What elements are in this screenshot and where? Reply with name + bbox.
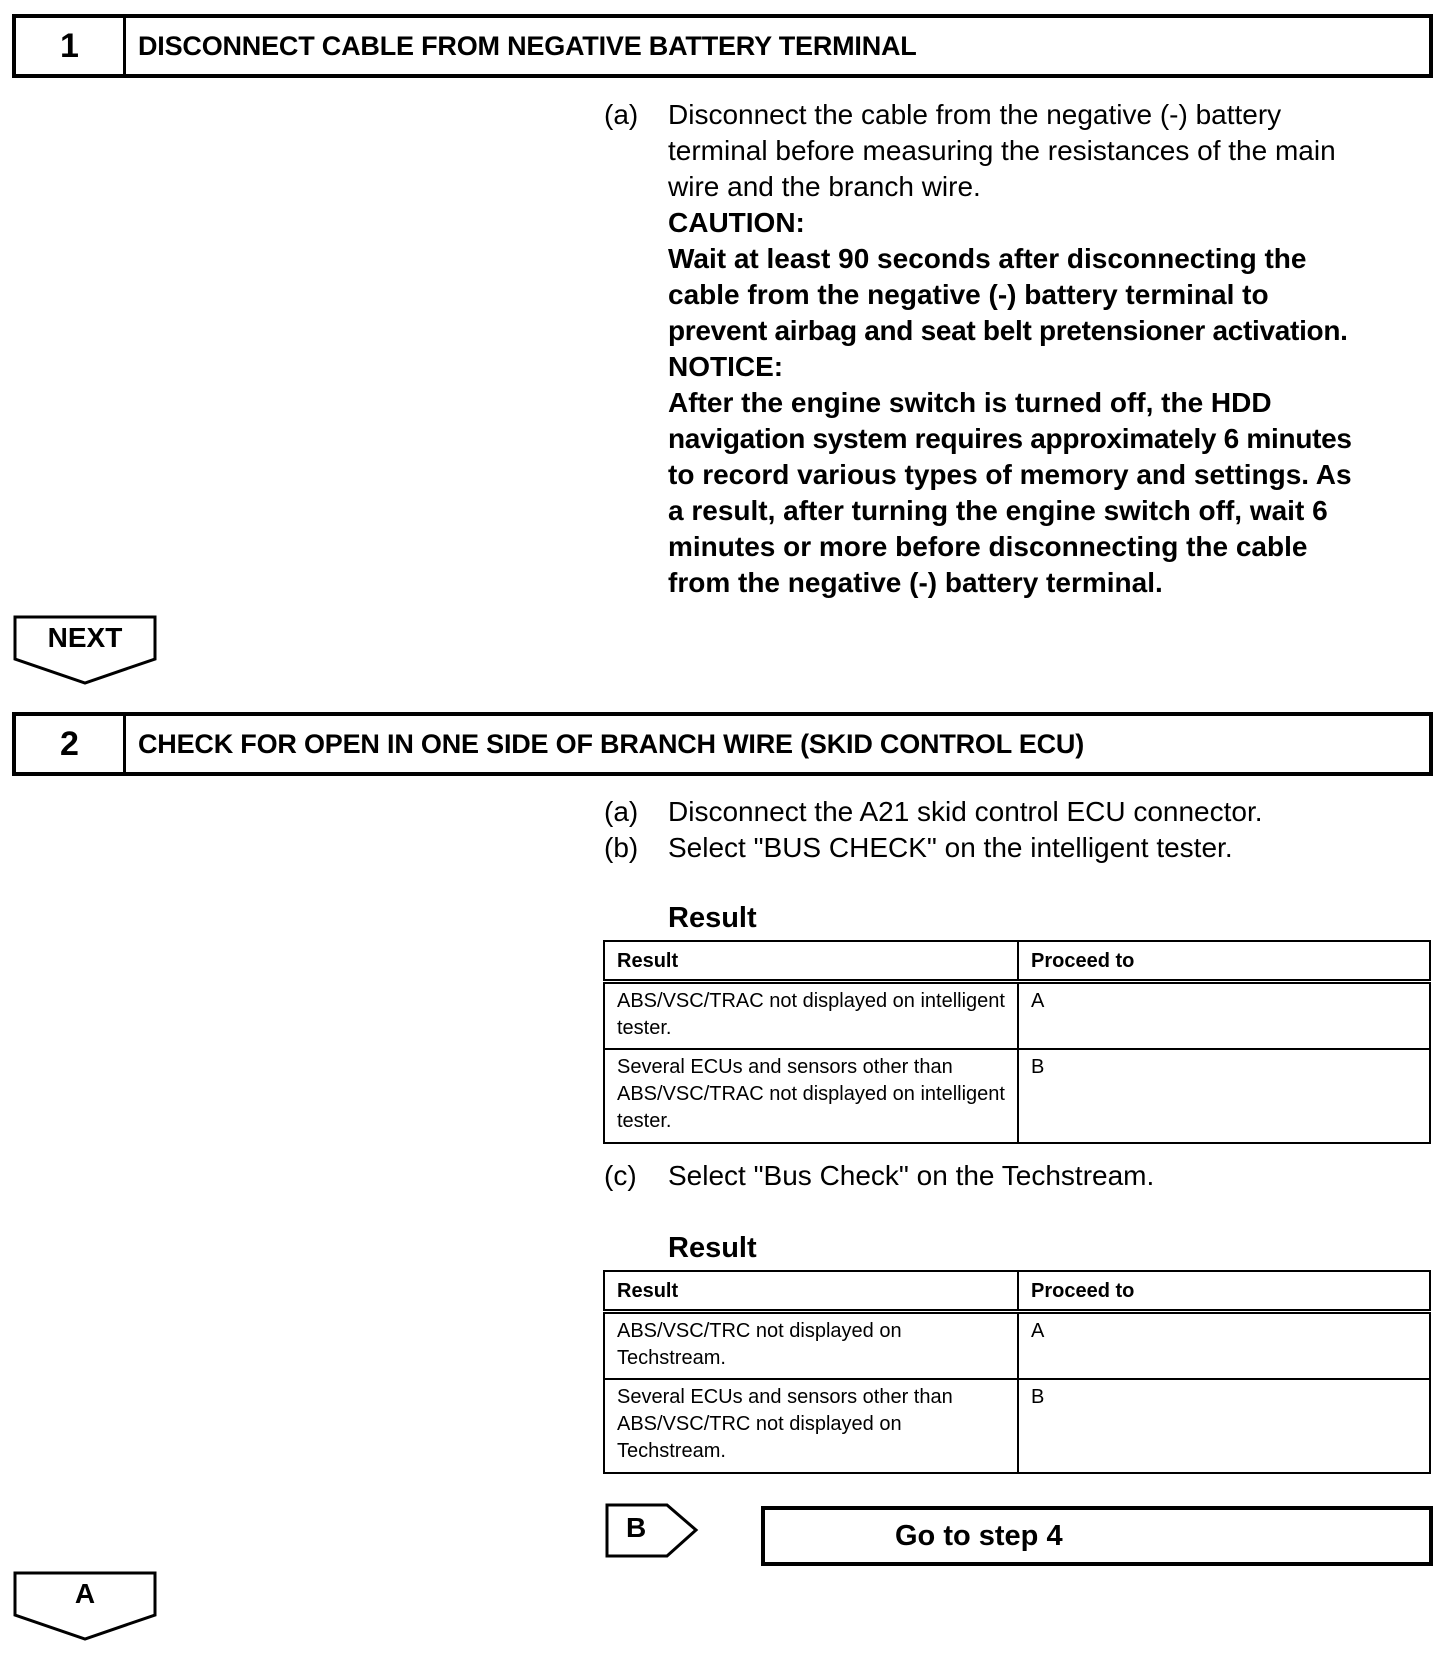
- column-header-result: Result: [604, 1271, 1018, 1312]
- step-2-instruction-c: [604, 1158, 1444, 1194]
- notice-line: navigation system requires approximately 6 minutes: [668, 423, 1352, 454]
- notice-line: minutes or more before disconnecting the cable: [668, 531, 1308, 562]
- step-number: 2: [16, 716, 126, 772]
- result-cell: ABS/VSC/TRC not displayed on Techstream.: [604, 1312, 1018, 1380]
- instruction-text: Select "Bus Check" on the Techstream.: [668, 1160, 1155, 1191]
- notice-line: from the negative (-) battery terminal.: [668, 567, 1163, 598]
- table-header-row: [604, 941, 1430, 982]
- proceed-cell: B: [1018, 1049, 1430, 1143]
- caution-heading: CAUTION:: [668, 207, 805, 238]
- caution-line: cable from the negative (-) battery terminal to: [668, 279, 1269, 310]
- go-to-step-text: Go to step 4: [895, 1519, 1063, 1552]
- result-table-2: [603, 1270, 1431, 1474]
- result-table-2-title: Result: [668, 1232, 757, 1264]
- instruction-label: (a): [604, 796, 639, 827]
- result-cell: Several ECUs and sensors other than ABS/VSC/TRC not displayed on Techstream.: [604, 1379, 1018, 1473]
- instruction-label: (b): [604, 832, 639, 863]
- branch-b-label: B: [626, 1512, 647, 1543]
- step-1-instruction-a: [604, 97, 1444, 601]
- notice-line: a result, after turning the engine switch off, wait 6: [668, 495, 1328, 526]
- step-number: 1: [16, 18, 126, 74]
- instruction-label: (a): [604, 99, 639, 130]
- text-line: Disconnect the cable from the negative (-) battery: [668, 99, 1282, 130]
- branch-b-button[interactable]: [604, 1502, 754, 1562]
- instruction-label: (c): [604, 1160, 637, 1191]
- text-line: terminal before measuring the resistances of the main: [668, 135, 1336, 166]
- proceed-cell: A: [1018, 1312, 1430, 1380]
- branch-a-label: A: [74, 1578, 96, 1609]
- column-header-proceed: Proceed to: [1018, 941, 1430, 982]
- instruction-text: [668, 97, 1444, 601]
- instruction-a: [604, 794, 1444, 830]
- result-cell: ABS/VSC/TRAC not displayed on intelligent tester.: [604, 982, 1018, 1050]
- step-2-header: [12, 712, 1433, 776]
- table-row: [604, 1379, 1430, 1473]
- text-line: wire and the branch wire.: [668, 171, 981, 202]
- table-row: [604, 1312, 1430, 1380]
- instruction-text: Select "BUS CHECK" on the intelligent tester.: [668, 832, 1233, 863]
- next-button[interactable]: [12, 614, 158, 686]
- proceed-cell: A: [1018, 982, 1430, 1050]
- notice-heading: NOTICE:: [668, 351, 784, 382]
- next-label: NEXT: [47, 622, 123, 653]
- instruction-b: [604, 830, 1444, 866]
- table-row: [604, 1049, 1430, 1143]
- result-table-1: [603, 940, 1431, 1144]
- caution-line: prevent airbag and seat belt pretensioner activation.: [668, 315, 1348, 346]
- branch-a-button[interactable]: [12, 1570, 158, 1642]
- result-table-1-title: Result: [668, 902, 757, 934]
- step-1-header: [12, 14, 1433, 78]
- caution-line: Wait at least 90 seconds after disconnecting the: [668, 243, 1307, 274]
- step-title: DISCONNECT CABLE FROM NEGATIVE BATTERY TERMINAL: [138, 30, 917, 61]
- column-header-result: Result: [604, 941, 1018, 982]
- result-cell: Several ECUs and sensors other than ABS/VSC/TRAC not displayed on intelligent tester.: [604, 1049, 1018, 1143]
- notice-line: After the engine switch is turned off, the HDD: [668, 387, 1272, 418]
- go-to-step-4-link[interactable]: [761, 1506, 1433, 1566]
- table-header-row: [604, 1271, 1430, 1312]
- instruction-text: Disconnect the A21 skid control ECU connector.: [668, 796, 1263, 827]
- step-title: CHECK FOR OPEN IN ONE SIDE OF BRANCH WIRE (SKID CONTROL ECU): [138, 728, 1085, 759]
- column-header-proceed: Proceed to: [1018, 1271, 1430, 1312]
- notice-line: to record various types of memory and settings. As: [668, 459, 1352, 490]
- proceed-cell: B: [1018, 1379, 1430, 1473]
- step-2-instructions-ab: [604, 794, 1444, 866]
- table-row: [604, 982, 1430, 1050]
